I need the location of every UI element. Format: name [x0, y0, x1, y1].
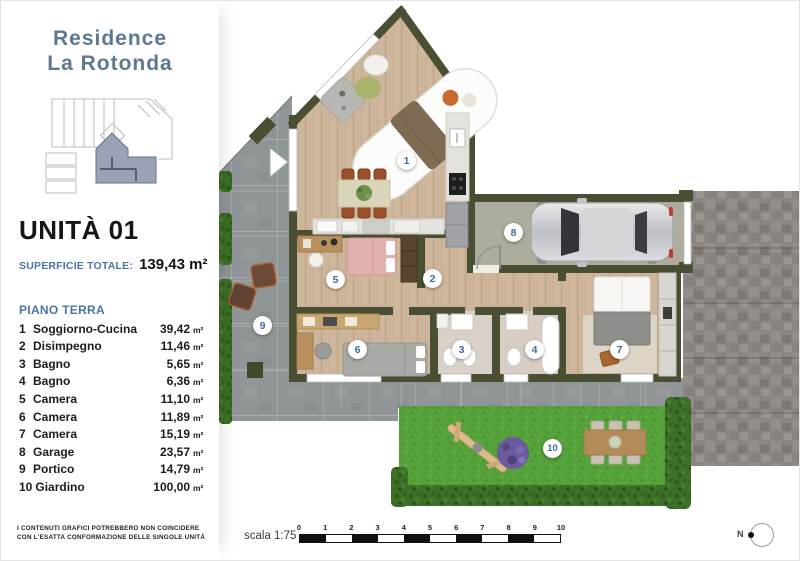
room-num: 10 [19, 479, 33, 494]
scale-label: scala 1:75 [244, 530, 297, 542]
tick-2: 2 [349, 523, 354, 532]
tick-3: 3 [375, 523, 380, 532]
room-name: Camera [33, 391, 78, 406]
garden [391, 397, 691, 509]
room-label-6: 6 [348, 340, 367, 359]
room-num: 7 [19, 427, 26, 442]
room-label-4: 4 [525, 340, 544, 359]
tick-6: 6 [454, 523, 459, 532]
garden-table-set [584, 421, 646, 464]
disclaimer-line2: CON L'ESATTA CONFORMAZIONE DELLE SINGOLE UNITÀ [17, 534, 206, 542]
room-area: 23,57 [159, 444, 190, 459]
room-label-8: 8 [504, 223, 523, 242]
room-row-10 [19, 479, 205, 497]
room-area: 39,42 [159, 321, 190, 336]
brand-line1: Residence [52, 27, 168, 50]
room-area: 11,89 [160, 409, 190, 424]
planter [247, 362, 263, 378]
room-name: Portico [33, 462, 75, 477]
scale-bar-segments [299, 534, 561, 543]
garden-hedge-left [391, 467, 408, 507]
room-unit: m² [193, 430, 204, 441]
tick-9: 9 [532, 523, 537, 532]
room-unit: m² [193, 377, 204, 388]
room-name: Bagno [33, 356, 71, 371]
room-row-7 [19, 426, 205, 444]
room-name: Soggiorno-Cucina [33, 321, 137, 336]
room-row-3 [19, 356, 205, 374]
dining-set [338, 169, 390, 218]
garage-door [684, 202, 691, 264]
kitchen-island [313, 219, 444, 234]
room-name: Bagno [33, 374, 71, 389]
room-area: 14,79 [159, 462, 190, 477]
room-num: 8 [19, 444, 26, 459]
room-name: Garage [33, 444, 75, 459]
room-area: 11,10 [160, 391, 190, 406]
floor-label: PIANO TERRA [19, 302, 105, 317]
room-unit: m² [193, 447, 204, 458]
room-area: 15,19 [159, 427, 190, 442]
room-num: 3 [19, 356, 26, 371]
scale-bar [296, 523, 566, 545]
room-area: 5,65 [166, 356, 190, 371]
tick-5: 5 [427, 523, 433, 532]
sidebar [1, 1, 219, 560]
oval-rug [364, 55, 388, 75]
room-table [19, 321, 205, 497]
garage-pillar-top [679, 190, 693, 201]
tick-10: 10 [556, 523, 566, 532]
north-indicator-icon [737, 523, 774, 547]
room-area: 11,46 [160, 339, 190, 354]
room-unit: m² [193, 359, 204, 370]
disclaimer [17, 524, 205, 544]
room-num: 2 [19, 339, 26, 354]
room-unit: m² [193, 324, 204, 335]
total-area-label: SUPERFICIE TOTALE: [19, 259, 134, 272]
kitchen-counter [446, 113, 469, 247]
room-label-10: 10 [543, 439, 562, 458]
room-row-5 [19, 391, 205, 409]
room-num: 1 [19, 321, 26, 336]
round-rug [355, 77, 381, 99]
site-plan-minimap [38, 89, 182, 201]
scale-ticks [296, 523, 566, 532]
room-row-2 [19, 338, 205, 356]
room-label-9: 9 [253, 316, 272, 335]
room-num: 4 [19, 374, 26, 389]
room-unit: m² [193, 465, 204, 476]
room-area: 100,00 [153, 479, 190, 494]
room-row-6 [19, 409, 205, 427]
room-name: Camera [33, 409, 78, 424]
highlighted-unit [96, 133, 156, 183]
brand-line2: La Rotonda [47, 51, 173, 75]
car [531, 198, 673, 267]
room-row-9 [19, 461, 205, 479]
total-area-value: 139,43 m² [139, 255, 208, 273]
room-name: Disimpegno [33, 339, 102, 354]
garden-hedge-bottom [399, 485, 681, 506]
lavender-bush [497, 437, 529, 469]
room-unit: m² [193, 482, 204, 493]
north-label: N [737, 529, 744, 539]
tick-4: 4 [401, 523, 406, 532]
disclaimer-line1: I CONTENUTI GRAFICI POTREBBERO NON COINCIDERE [17, 524, 200, 532]
room-num: 6 [19, 409, 26, 424]
room-name: Giardino [35, 479, 85, 494]
room-unit: m² [193, 394, 204, 405]
room-num: 9 [19, 462, 26, 477]
room-num: 5 [19, 391, 26, 406]
driveway-pavers [683, 191, 800, 466]
room-row-1 [19, 321, 205, 339]
room-label-3: 3 [452, 340, 471, 359]
room-area: 6,36 [166, 374, 190, 389]
total-area [19, 256, 219, 273]
room-row-4 [19, 373, 205, 391]
room-label-2: 2 [423, 269, 442, 288]
brand-title [1, 27, 219, 77]
unit-title: UNITÀ 01 [19, 214, 139, 245]
room-unit: m² [193, 412, 204, 423]
north-dot [748, 532, 754, 538]
room-name: Camera [33, 427, 78, 442]
tick-1: 1 [323, 523, 328, 532]
room-unit: m² [193, 342, 204, 353]
room-label-7: 7 [610, 340, 629, 359]
tick-0: 0 [296, 523, 302, 532]
tick-7: 7 [480, 523, 485, 532]
room-label-5: 5 [326, 270, 345, 289]
room-row-8 [19, 444, 205, 462]
room-label-1: 1 [397, 151, 416, 170]
tick-8: 8 [506, 523, 511, 532]
